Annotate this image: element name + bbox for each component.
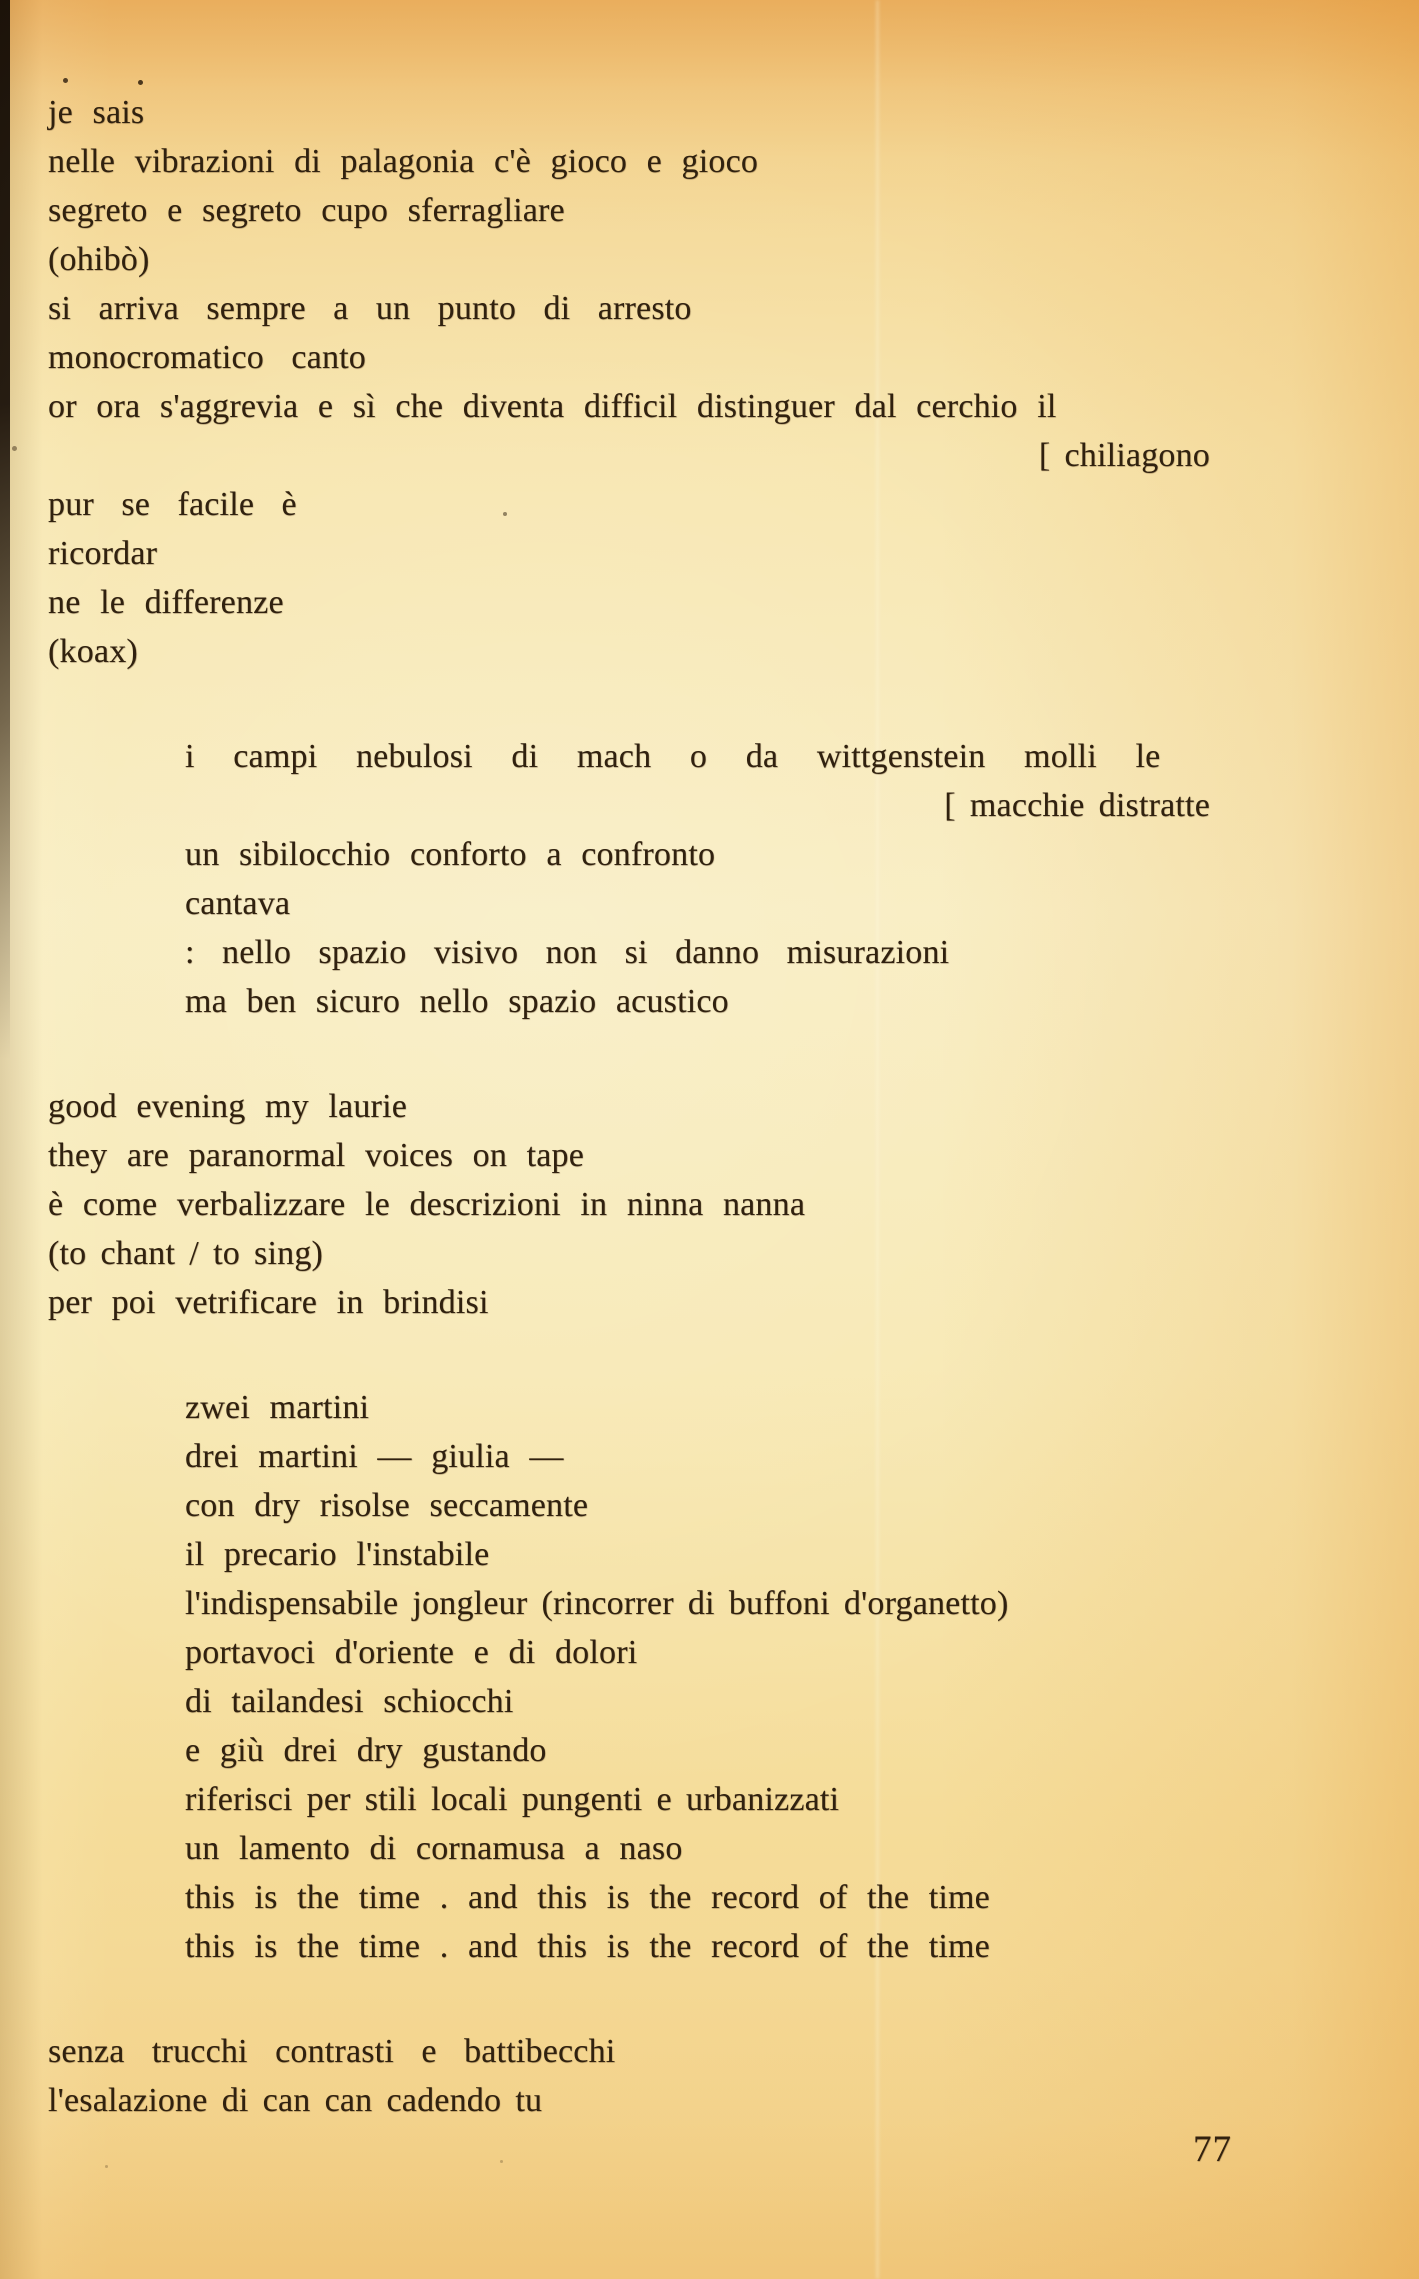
poem-line: un lamento di cornamusa a naso xyxy=(185,1830,683,1867)
poem-line: i campi nebulosi di mach o da wittgenstein molli le xyxy=(185,738,1161,775)
poem-line: cantava xyxy=(185,885,291,922)
poem-line: good evening my laurie xyxy=(48,1088,408,1125)
ink-speck xyxy=(12,446,17,451)
poem-line: or ora s'aggrevia e sì che diventa difficil distinguer dal cerchio il xyxy=(48,388,1057,425)
poem-line: zwei martini xyxy=(185,1389,370,1426)
poem-line: : nello spazio visivo non si danno misurazioni xyxy=(185,934,950,971)
poem-line: portavoci d'oriente e di dolori xyxy=(185,1634,638,1671)
poem-line: di tailandesi schiocchi xyxy=(185,1683,514,1720)
ink-speck xyxy=(105,2165,108,2168)
poem-line: riferisci per stili locali pungenti e urbanizzati xyxy=(185,1781,840,1818)
poem-line: ne le differenze xyxy=(48,584,284,621)
poem-line: [ macchie distratte xyxy=(944,787,1210,824)
poem-line: (to chant / to sing) xyxy=(48,1235,324,1272)
ink-speck xyxy=(503,512,507,516)
poem-line: per poi vetrificare in brindisi xyxy=(48,1284,489,1321)
poem-line: con dry risolse seccamente xyxy=(185,1487,589,1524)
poem-text-block xyxy=(48,88,1210,2181)
stanza xyxy=(48,732,1210,1026)
poem-line: nelle vibrazioni di palagonia c'è gioco e gioco xyxy=(48,143,759,180)
page-number: 77 xyxy=(1193,2129,1232,2170)
poem-line: senza trucchi contrasti e battibecchi xyxy=(48,2033,616,2070)
poem-line: je sais xyxy=(48,94,145,131)
ink-speck xyxy=(500,2160,503,2163)
poem-line: l'indispensabile jongleur (rincorrer di buffoni d'organetto) xyxy=(185,1585,1009,1622)
poem-line: drei martini — giulia — xyxy=(185,1438,564,1475)
stanza xyxy=(48,1082,1210,1327)
poem-line: (ohibò) xyxy=(48,241,150,278)
poem-line: this is the time . and this is the record of the time xyxy=(185,1879,990,1916)
ink-speck xyxy=(63,78,68,83)
poem-line: e giù drei dry gustando xyxy=(185,1732,547,1769)
poem-line: this is the time . and this is the record of the time xyxy=(185,1928,990,1965)
poem-line: they are paranormal voices on tape xyxy=(48,1137,585,1174)
poem-line: (koax) xyxy=(48,633,138,670)
poem-line: un sibilocchio conforto a confronto xyxy=(185,836,716,873)
poem-line: ricordar xyxy=(48,535,158,572)
stanza xyxy=(48,1383,1210,1971)
stanza xyxy=(48,2027,1210,2125)
poem-line: monocromatico canto xyxy=(48,339,367,376)
poem-line: il precario l'instabile xyxy=(185,1536,490,1573)
poem-line: è come verbalizzare le descrizioni in ninna nanna xyxy=(48,1186,806,1223)
scan-shadow-left-edge xyxy=(0,0,10,1060)
poem-line: ma ben sicuro nello spazio acustico xyxy=(185,983,729,1020)
poem-line: l'esalazione di can can cadendo tu xyxy=(48,2082,543,2119)
poem-line: pur se facile è xyxy=(48,486,297,523)
poem-line: si arriva sempre a un punto di arresto xyxy=(48,290,692,327)
poem-line: segreto e segreto cupo sferragliare xyxy=(48,192,565,229)
ink-speck xyxy=(138,80,143,85)
poem-line: [ chiliagono xyxy=(1038,437,1210,474)
stanza xyxy=(48,88,1210,676)
